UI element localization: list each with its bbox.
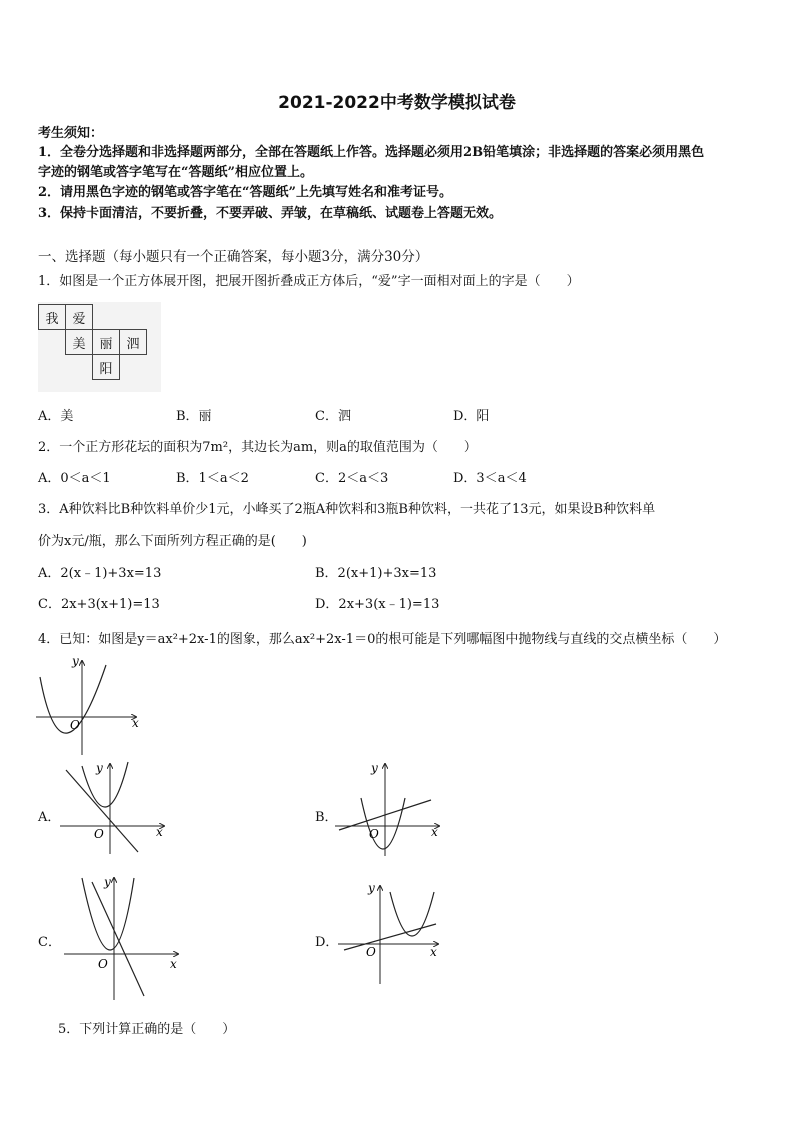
net-cell: 丽 xyxy=(93,330,120,355)
origin-label: O xyxy=(366,945,376,959)
y-axis-label: y xyxy=(72,655,79,668)
origin-label: O xyxy=(70,718,80,732)
q2-option-b[interactable]: B．1＜a＜2 xyxy=(176,471,249,486)
origin-label: O xyxy=(94,827,104,841)
y-axis-label: y xyxy=(104,875,111,889)
notice-line-2: 字迹的钢笔或答字笔写在“答题纸”相应位置上。 xyxy=(38,165,313,180)
y-axis-label: y xyxy=(96,761,103,775)
q1-option-a[interactable]: A．美 xyxy=(38,409,74,424)
q1-stem: 1．如图是一个正方体展开图，把展开图折叠成正方体后，“爱”字一面相对面上的字是（ ） xyxy=(38,274,580,289)
y-axis-label: y xyxy=(368,881,375,895)
x-axis-label: x xyxy=(170,957,177,971)
net-cell: 泗 xyxy=(120,330,147,355)
line xyxy=(344,924,436,950)
origin-label: O xyxy=(98,957,108,971)
q5-stem: 5．下列计算正确的是（ ） xyxy=(58,1022,236,1037)
q4-option-c[interactable]: C． xyxy=(38,935,61,950)
q4-graph-d xyxy=(338,880,448,988)
q4-main-graph xyxy=(36,655,146,757)
x-axis-label: x xyxy=(156,825,163,839)
x-axis-label: x xyxy=(431,825,438,839)
q1-option-d[interactable]: D．阳 xyxy=(453,409,490,424)
q3-stem-line-1: 3．A种饮料比B种饮料单价少1元，小峰买了2瓶A种饮料和3瓶B种饮料，一共花了13元，如果设B种饮料单 xyxy=(38,502,656,517)
page-title: 2021-2022中考数学模拟试卷 xyxy=(278,93,516,113)
net-cell: 阳 xyxy=(93,355,120,380)
q2-option-a[interactable]: A．0＜a＜1 xyxy=(38,471,111,486)
q3-option-c[interactable]: C．2x+3(x+1)=13 xyxy=(38,597,160,612)
net-cell: 我 xyxy=(39,305,66,330)
notice-line-4: 3．保持卡面清洁，不要折叠，不要弄破、弄皱，在草稿纸、试题卷上答题无效。 xyxy=(38,206,503,221)
x-axis-label: x xyxy=(132,716,139,730)
q2-option-c[interactable]: C．2＜a＜3 xyxy=(315,471,389,486)
q3-stem-line-2: 价为x元/瓶，那么下面所列方程正确的是( ) xyxy=(38,534,307,549)
q4-option-b[interactable]: B． xyxy=(315,810,338,825)
cube-net xyxy=(38,304,147,380)
q4-graph-a xyxy=(60,760,170,856)
q4-stem: 4．已知：如图是y＝ax²+2x-1的图象，那么ax²+2x-1＝0的根可能是下列哪幅图中抛物线与直线的交点横坐标（ ） xyxy=(38,632,727,647)
y-axis-label: y xyxy=(371,761,378,775)
q1-option-c[interactable]: C．泗 xyxy=(315,409,351,424)
notice-heading: 考生须知： xyxy=(38,126,104,141)
notice-line-3: 2．请用黑色字迹的钢笔或答字笔在“答题纸”上先填写姓名和准考证号。 xyxy=(38,185,453,200)
parabola xyxy=(361,798,405,849)
q2-option-d[interactable]: D．3＜a＜4 xyxy=(453,471,527,486)
section-heading: 一、选择题（每小题只有一个正确答案，每小题3分，满分30分） xyxy=(38,249,429,265)
q3-option-b[interactable]: B．2(x+1)+3x=13 xyxy=(315,566,437,581)
q4-option-a[interactable]: A． xyxy=(38,810,61,825)
q3-option-d[interactable]: D．2x+3(x﹣1)=13 xyxy=(315,597,440,612)
q2-stem: 2．一个正方形花坛的面积为7m²，其边长为am，则a的取值范围为（ ） xyxy=(38,440,477,455)
notice-line-1: 1．全卷分选择题和非选择题两部分，全部在答题纸上作答。选择题必须用2B铅笔填涂；非选择题的答案必须用黑色 xyxy=(38,145,705,160)
parabola xyxy=(82,762,128,807)
origin-label: O xyxy=(369,827,379,841)
net-cell: 爱 xyxy=(66,305,93,330)
q4-option-d[interactable]: D． xyxy=(315,935,339,950)
q4-graph-b xyxy=(335,760,445,858)
q4-graph-c xyxy=(64,872,184,1002)
x-axis-label: x xyxy=(430,945,437,959)
net-cell: 美 xyxy=(66,330,93,355)
parabola xyxy=(390,892,434,936)
q1-option-b[interactable]: B．丽 xyxy=(176,409,212,424)
q3-option-a[interactable]: A．2(x﹣1)+3x=13 xyxy=(38,566,162,581)
